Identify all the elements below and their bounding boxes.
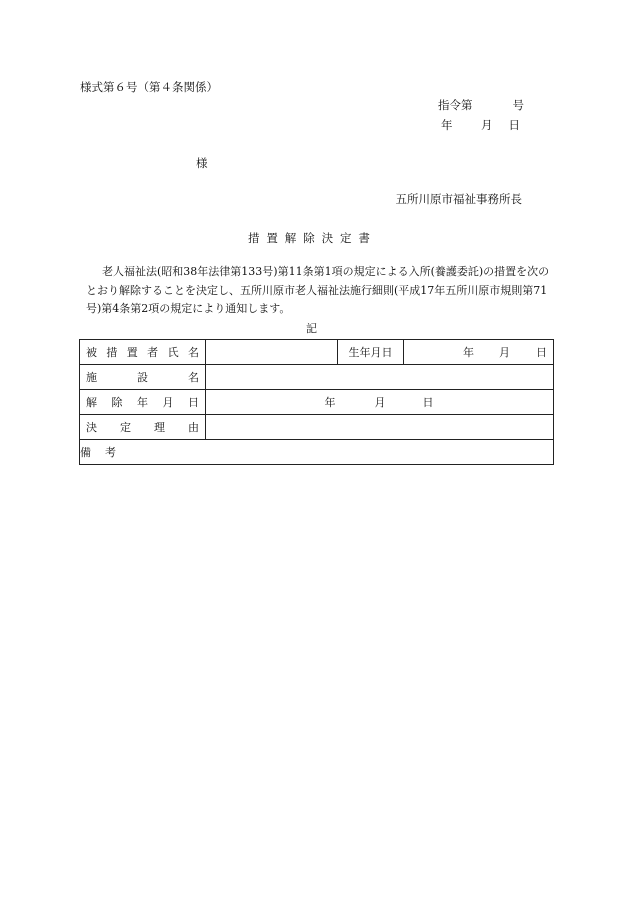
- person-name-label-char: 被: [86, 346, 97, 359]
- issuer: 五所川原市福祉事務所長: [395, 192, 522, 206]
- reason-label: [80, 415, 206, 440]
- release-date-value: [206, 390, 554, 415]
- birth-date-month: 月: [499, 346, 510, 359]
- issue-date-year: 年: [441, 118, 453, 132]
- remarks-label-char: 考: [105, 446, 116, 459]
- body-text: 老人福祉法(昭和38年法律第133号)第11条第1項の規定による入所(養護委託)の措置を次のとおり解除することを決定し、五所川原市老人福祉法施行細則(平成17年五所川原市規則第71号)第4条第2項の規定により通知します。: [86, 265, 550, 316]
- table-row: [80, 365, 554, 390]
- release-date-label-char: 月: [162, 396, 174, 409]
- addressee-suffix: 様: [196, 156, 208, 170]
- details-table: [79, 339, 554, 465]
- reason-label-char: 定: [120, 421, 131, 434]
- person-name-value: [206, 340, 338, 365]
- document-title: 措置解除決定書: [248, 231, 377, 245]
- release-date-label-char: 解: [86, 396, 97, 409]
- birth-date-value: [404, 340, 554, 365]
- issue-date-day: 日: [508, 118, 520, 132]
- table-row: [80, 415, 554, 440]
- facility-value: [206, 365, 554, 390]
- issue-date-month: 月: [481, 118, 493, 132]
- issue-date-line: [438, 120, 524, 132]
- table-row: [80, 440, 554, 465]
- facility-label-char: 名: [188, 371, 199, 384]
- birth-date-year: 年: [463, 346, 474, 359]
- person-name-label-char: 置: [126, 346, 138, 359]
- person-name-label: [80, 340, 206, 365]
- reason-label-char: 由: [188, 421, 199, 434]
- form-number: 様式第６号（第４条関係）: [80, 80, 218, 94]
- facility-label: [80, 365, 206, 390]
- release-date-label-char: 日: [188, 396, 199, 409]
- table-row: [80, 340, 554, 365]
- person-name-label-char: 氏: [167, 346, 179, 359]
- reason-value: [206, 415, 554, 440]
- birth-date-day: 日: [536, 346, 547, 359]
- remarks-cell: [80, 440, 554, 465]
- release-date-label-char: 除: [111, 396, 123, 409]
- release-date-day: 日: [422, 396, 434, 409]
- release-date-label-char: 年: [137, 396, 148, 409]
- person-name-label-char: 措: [106, 346, 118, 359]
- release-date-month: 月: [374, 396, 386, 409]
- birth-date-label: 生年月日: [338, 340, 404, 365]
- person-name-label-char: 者: [147, 346, 159, 359]
- facility-label-char: 施: [86, 371, 97, 384]
- remarks-label-char: 備: [80, 446, 91, 459]
- person-name-label-char: 名: [187, 346, 199, 359]
- release-date-year: 年: [324, 396, 336, 409]
- reason-label-char: 決: [86, 421, 97, 434]
- reference-suffix: 号: [512, 98, 524, 112]
- reference-number-line: [438, 100, 524, 112]
- table-row: [80, 390, 554, 415]
- reference-label: 指令第: [438, 98, 473, 112]
- release-date-label: [80, 390, 206, 415]
- ki-heading: 記: [306, 322, 317, 335]
- facility-label-char: 設: [137, 371, 148, 384]
- reason-label-char: 理: [154, 421, 165, 434]
